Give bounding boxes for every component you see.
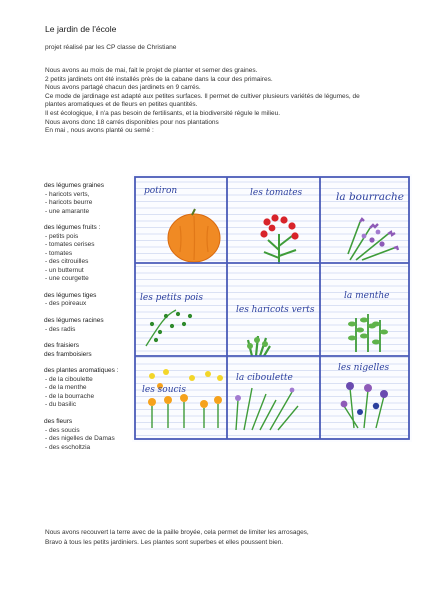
plant-item: - des radis	[45, 325, 76, 333]
label-nigelles: les nigelles	[338, 363, 390, 373]
plant-item: - haricots verts,	[45, 190, 90, 198]
label-petits-pois: les petits pois	[140, 293, 204, 303]
label-menthe: la menthe	[344, 291, 390, 301]
label-haricots-verts: les haricots verts	[236, 305, 315, 315]
plant-item: - un butternut	[45, 266, 84, 274]
plant-group-title: des légumes graines	[44, 182, 104, 189]
intro-line: En mai , nous avons planté ou semé :	[45, 127, 154, 135]
intro-line: 2 petits jardinets ont été installés près de la cabane dans la cour des primaires.	[45, 75, 273, 83]
plant-group-title: des légumes tiges	[44, 291, 97, 299]
garden-drawing-svg	[132, 174, 412, 442]
label-bourrache: la bourrache	[336, 191, 404, 203]
plant-group-title: des fleurs	[44, 418, 73, 426]
plant-item: - tomates	[45, 249, 73, 257]
document-subtitle: projet réalisé par les CP classe de Christiane	[45, 44, 177, 51]
label-tomates: les tomates	[250, 188, 303, 198]
plant-item: - haricots beurre	[45, 199, 93, 206]
intro-line: Nous avons donc 18 carrés disponibles pour nos plantations	[45, 118, 219, 126]
intro-line: Nous avons au mois de mai, fait le projet de planter et semer des graines.	[45, 67, 258, 74]
plant-group-title: des fraisiers	[44, 342, 80, 350]
plant-item: - une courgette	[45, 275, 89, 283]
plant-item: - tomates cerises	[45, 241, 95, 249]
intro-line: Ce mode de jardinage est adapté aux petites surfaces. Il permet de cultiver plusieurs variétés de légumes, de plantes aromatiques et de fleurs en petites quantités.	[45, 92, 360, 109]
plant-item: - des soucis	[45, 426, 80, 434]
document-title: Le jardin de l'école	[45, 24, 117, 34]
plant-item: - de la menthe	[45, 384, 87, 392]
plant-group-title: des légumes racines	[44, 317, 104, 325]
plant-group-title: des plantes aromatiques :	[44, 367, 119, 375]
intro-paragraph	[45, 67, 375, 136]
plant-item: - une amarante	[45, 207, 90, 215]
plant-group-title: des légumes fruits :	[44, 224, 101, 232]
label-potiron: potiron	[144, 186, 178, 196]
plant-item: - petits pois	[45, 232, 79, 240]
plant-group-title: des framboisiers	[44, 350, 92, 358]
label-soucis: les soucis	[142, 385, 187, 395]
plant-item: - des poireaux	[45, 300, 87, 308]
plant-item: - de la ciboulette	[45, 375, 93, 383]
plant-item: - des escholtzia	[45, 443, 91, 451]
plant-item: - des nigelles de Damas	[45, 435, 115, 443]
outro-line: Nous avons recouvert la terre avec de la paille broyée, cela permet de limiter les arrosages,	[45, 529, 309, 536]
intro-line: Nous avons partagé chacun des jardinets en 9 carrés.	[45, 84, 201, 92]
outro-paragraph	[45, 528, 405, 547]
plant-item: - de la bourrache	[45, 392, 95, 400]
plant-item: - des citrouilles	[45, 258, 89, 266]
label-ciboulette: la ciboulette	[236, 373, 293, 383]
intro-line: Il est écologique, il n'a pas besoin de fertilisants, et la biodiversité régule le milieu.	[45, 109, 281, 117]
plant-item: - du basilic	[45, 401, 77, 409]
garden-drawing	[132, 174, 412, 442]
outro-line: Bravo à tous les petits jardiniers. Les plantes sont superbes et elles poussent bien.	[45, 538, 284, 546]
